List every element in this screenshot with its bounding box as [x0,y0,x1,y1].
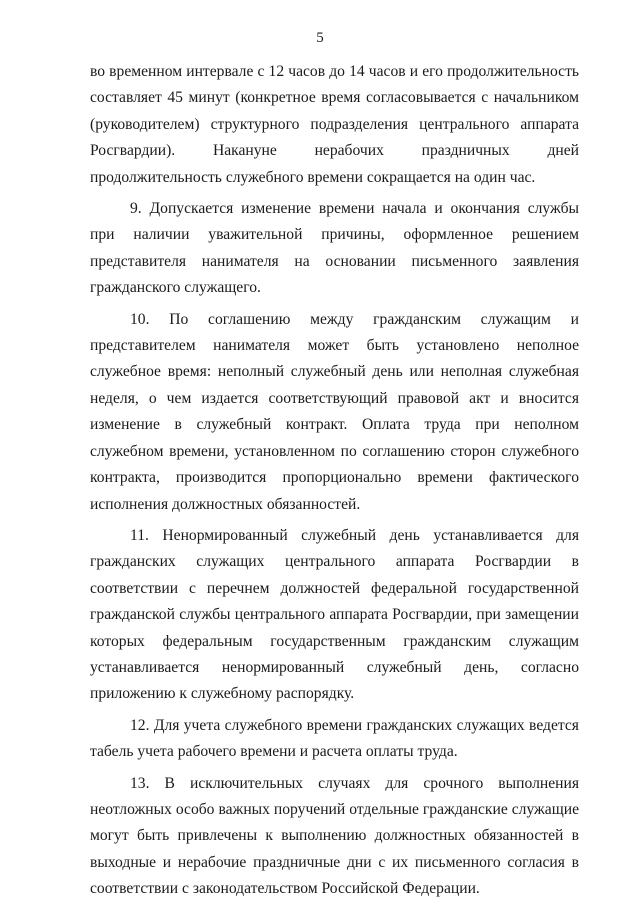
paragraph-item-9: 9. Допускается изменение времени начала и окончания службы при наличии уважительной причины, оформленное решением представителя нанимателя на основании письменного заявления гражданского служащего. [90,200,579,297]
paragraph-item-13: 13. В исключительных случаях для срочного выполнения неотложных особо важных поручений отдельные гражданские служащие могут быть привлечены к выполнению должностных обязанностей в выходные и нерабочие праздничные дни с их письменного согласия в соответствии с законодательством Российской Федерации. [90,774,579,898]
paragraph-item-12: 12. Для учета служебного времени гражданских служащих ведется табель учета рабочего времени и расчета оплаты труда. [90,716,579,761]
document-body [90,59,579,903]
page-number: 5 [316,30,324,46]
paragraph-item-10: 10. По соглашению между гражданским служащим и представителем нанимателя может быть установлено неполное служебное время: неполный служебный день или неполная служебная неделя, о чем издается соответствующий правовой акт и вносится изменение в служебный контракт. Оплата труда при неполном служебном времени, установленном по соглашению сторон служебного контракта, производится пропорционально времени фактического исполнения должностных обязанностей. [90,310,579,513]
paragraph-continuation: во временном интервале с 12 часов до 14 часов и его продолжительность составляет 45 минут (конкретное время согласовывается с начальником (руководителем) структурного подразделения центрального аппарата Росгвардии). Накануне нерабочих праздничных дней продолжительность служебного времени сокращается на один час. [90,63,579,186]
paragraph-item-11: 11. Ненормированный служебный день устанавливается для гражданских служащих центрального аппарата Росгвардии в соответствии с перечнем должностей федеральной государственной гражданской службы центрального аппарата Росгвардии, при замещении которых федеральным государственным гражданским служащим устанавливается ненормированный служебный день, согласно приложению к служебному распорядку. [90,526,579,703]
